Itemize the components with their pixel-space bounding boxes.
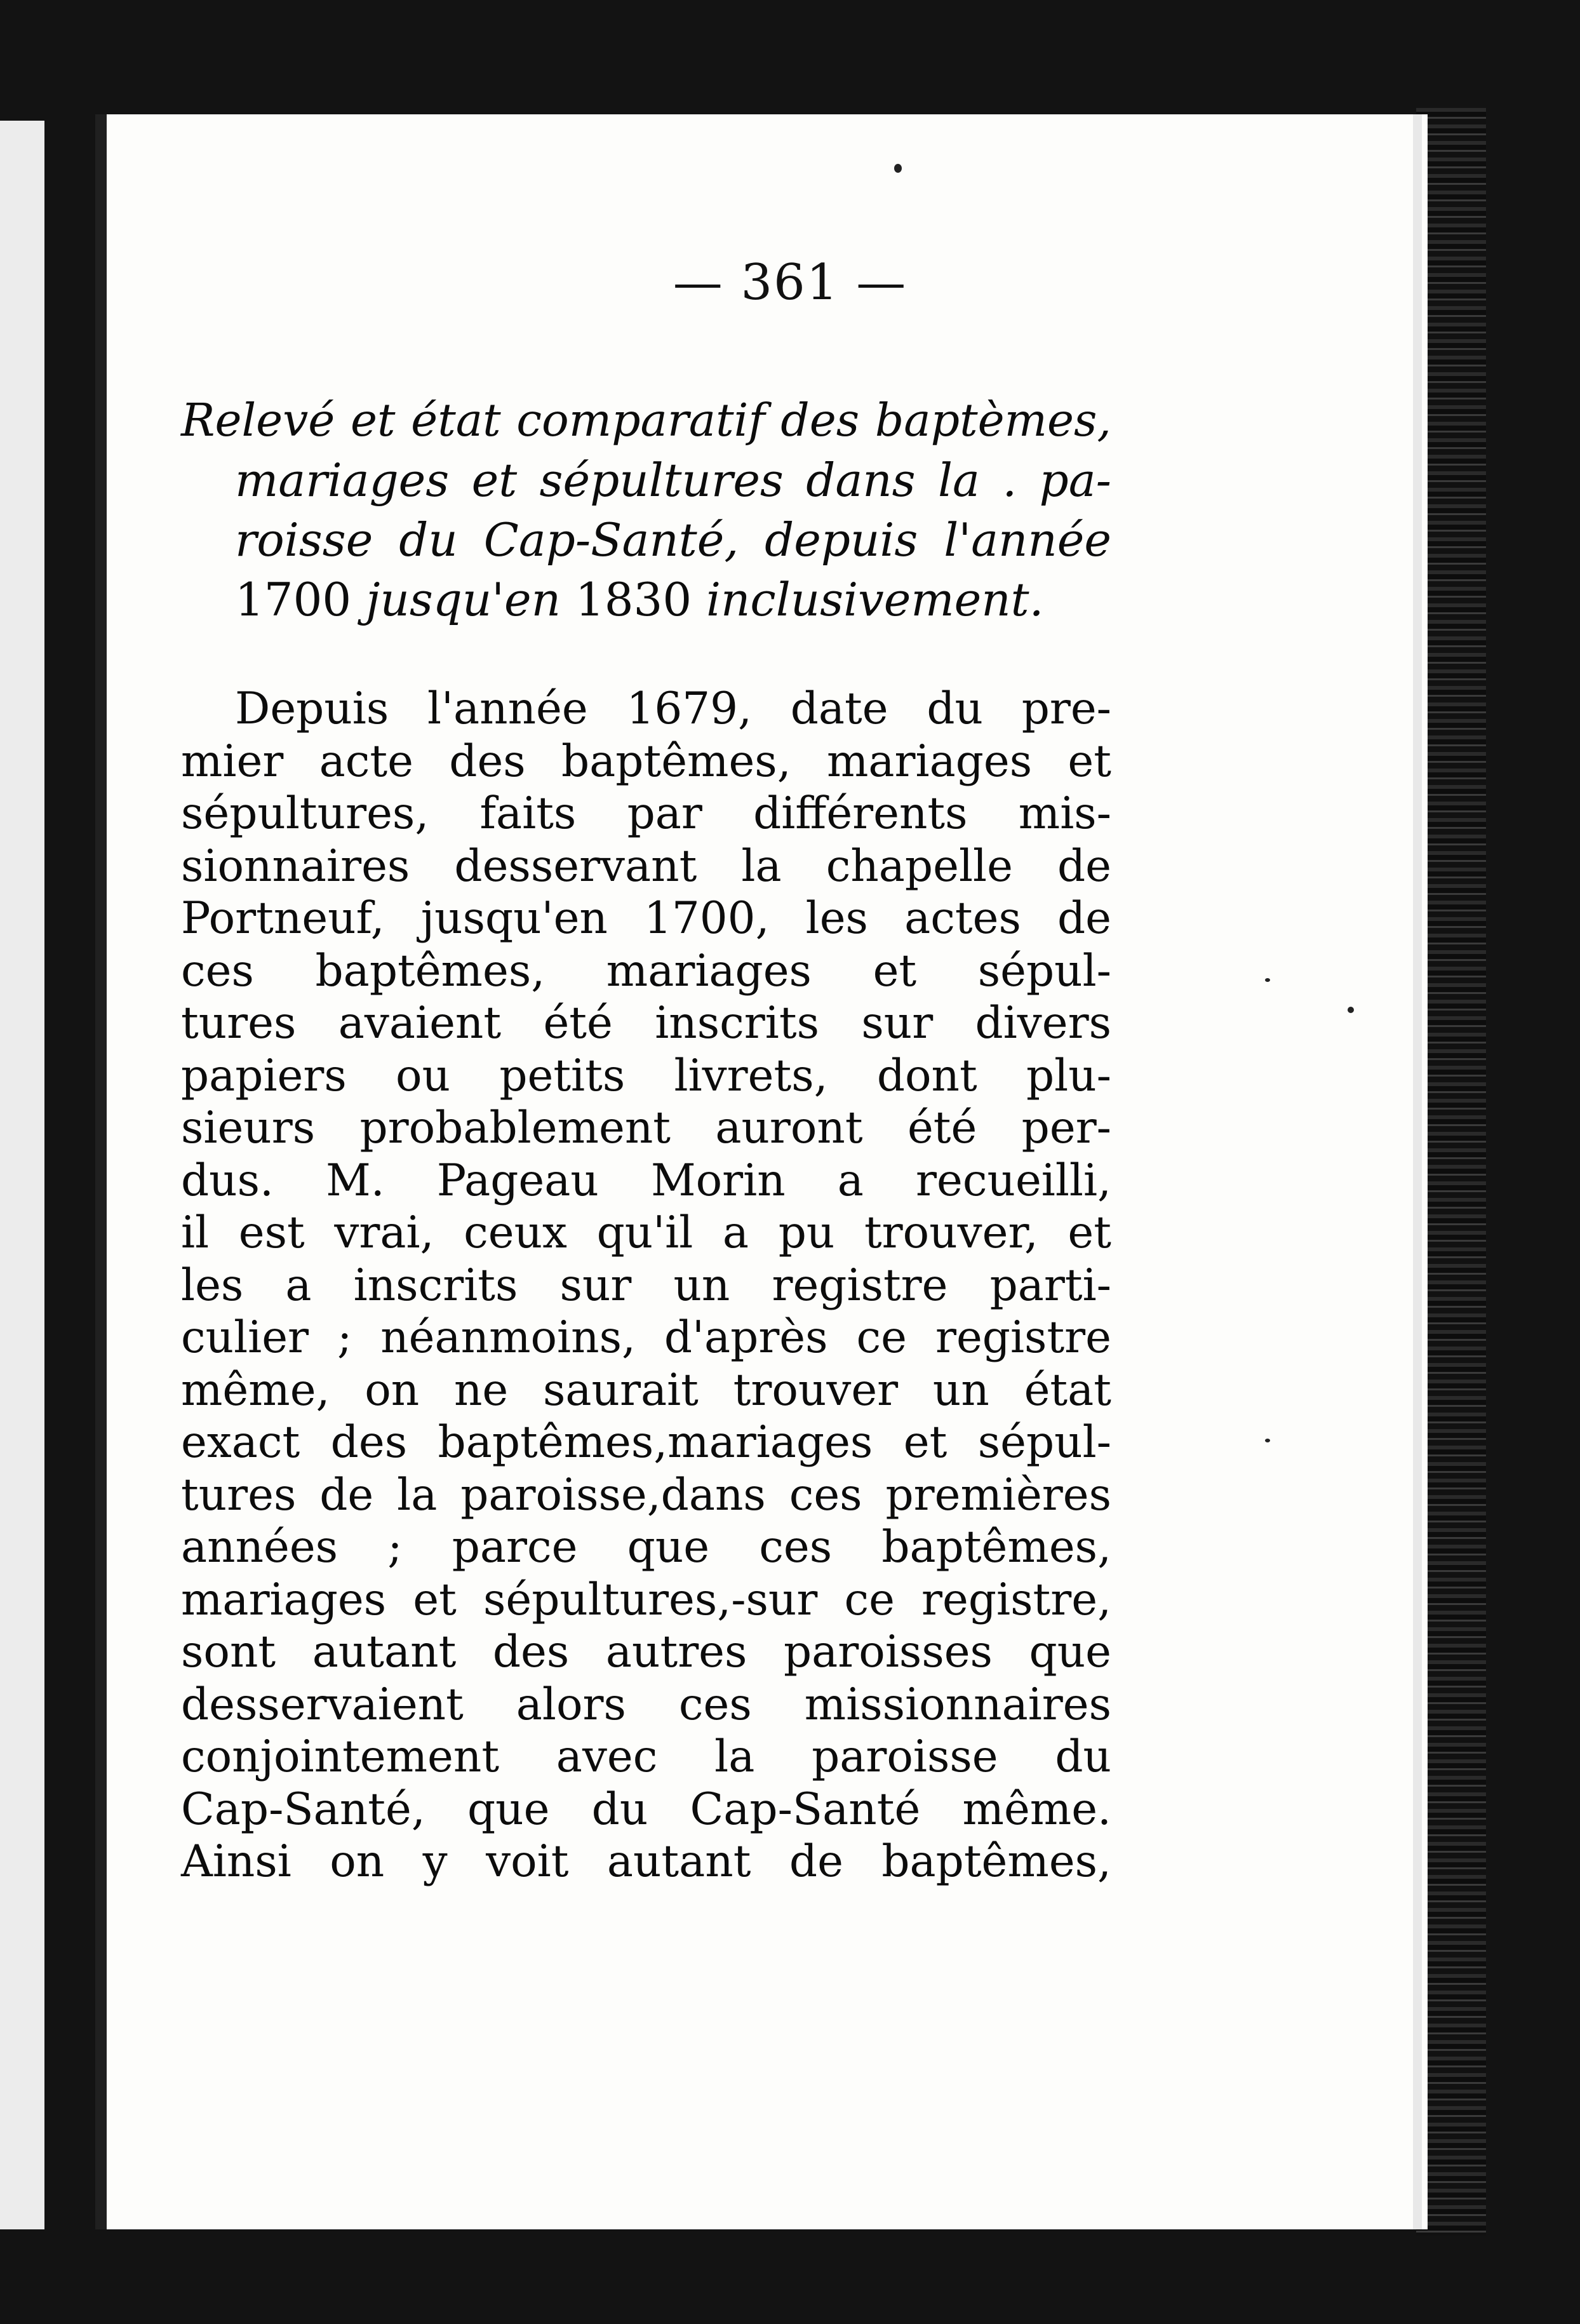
body-line: il est vrai, ceux qu'il a pu trouver, et xyxy=(181,1207,1111,1258)
scan-speck xyxy=(894,164,902,173)
body-line: sieurs probablement auront été per- xyxy=(181,1103,1111,1153)
body-line: exact des baptêmes,mariages et sépul- xyxy=(181,1417,1111,1468)
body-line: Depuis l'année 1679, date du pre- xyxy=(235,683,1111,734)
body-line: tures de la paroisse,dans ces premières xyxy=(181,1469,1111,1521)
heading-ending: inclusivement. xyxy=(692,573,1044,626)
heading-year-start: 1700 xyxy=(235,573,352,626)
page-right-edge xyxy=(1413,114,1422,2229)
body-line: Portneuf, jusqu'en 1700, les actes de xyxy=(181,893,1111,944)
body-line: mier acte des baptêmes, mariages et xyxy=(181,735,1111,787)
scan-left-margin xyxy=(0,121,44,2229)
heading-connector: jusqu'en xyxy=(351,573,575,626)
body-line: conjointement avec la paroisse du xyxy=(181,1731,1111,1782)
heading-year-end: 1830 xyxy=(575,573,692,626)
body-line: sionnaires desservant la chapelle de xyxy=(181,840,1111,892)
body-line: même, on ne saurait trouver un état xyxy=(181,1364,1111,1416)
scan-speck xyxy=(1265,1439,1270,1442)
body-line: sont autant des autres paroisses que xyxy=(181,1627,1111,1677)
body-line: sépultures, faits par différents mis- xyxy=(181,788,1111,839)
body-line: Ainsi on y voit autant de baptêmes, xyxy=(181,1836,1111,1887)
heading-line: Relevé et état comparatif des baptèmes, xyxy=(181,394,1111,447)
body-line: tures avaient été inscrits sur divers xyxy=(181,998,1111,1049)
scan-speck xyxy=(1348,1007,1354,1013)
body-line: ces baptêmes, mariages et sépul- xyxy=(181,945,1111,997)
body-line: desservaient alors ces missionnaires xyxy=(181,1679,1111,1730)
body-line: culier ; néanmoins, d'après ce registre xyxy=(181,1312,1111,1363)
body-line: années ; parce que ces baptêmes, xyxy=(181,1522,1111,1573)
body-line: dus. M. Pageau Morin a recueilli, xyxy=(181,1155,1111,1206)
body-line: mariages et sépultures,-sur ce registre, xyxy=(181,1574,1111,1625)
heading-line: roisse du Cap-Santé, depuis l'année xyxy=(235,513,1111,567)
section-heading xyxy=(181,391,1111,629)
page-number: — 361 — xyxy=(673,254,907,311)
heading-line: mariages et sépultures dans la . pa- xyxy=(235,453,1111,507)
body-line: Cap-Santé, que du Cap-Santé même. xyxy=(181,1783,1111,1835)
body-line: les a inscrits sur un registre parti- xyxy=(181,1259,1111,1311)
body-paragraph xyxy=(181,683,1111,1888)
heading-line xyxy=(181,570,1111,629)
scan-speck xyxy=(1265,978,1270,982)
body-line: papiers ou petits livrets, dont plu- xyxy=(181,1050,1111,1101)
